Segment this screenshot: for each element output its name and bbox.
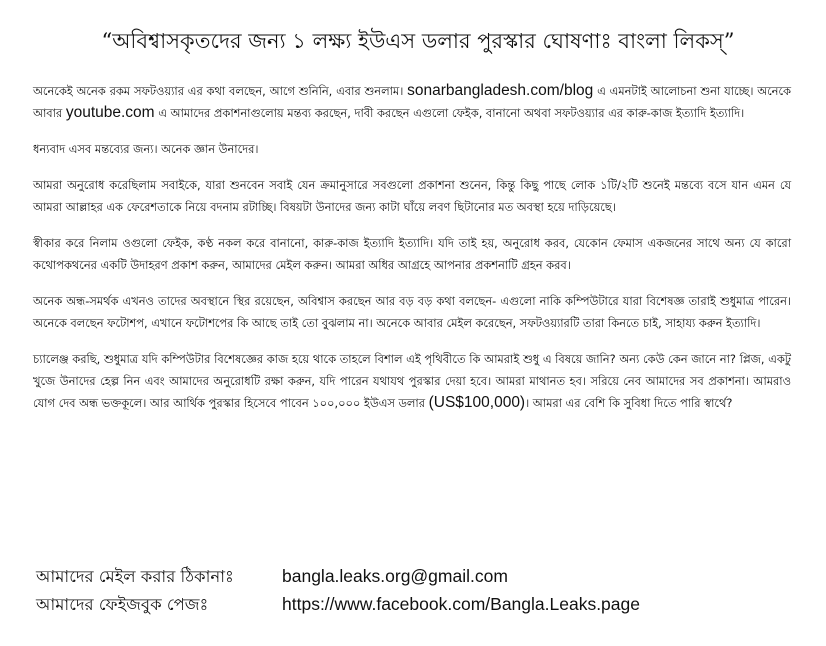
reward-amount: (US$100,000) xyxy=(428,394,526,411)
paragraph-challenge xyxy=(33,348,791,414)
youtube-link-text: youtube.com xyxy=(65,104,155,121)
contact-mail-row xyxy=(36,564,796,592)
paragraph-text: । আমরা এর বেশি কি সুবিধা দিতে পারি স্বার্থে? xyxy=(525,396,733,410)
paragraph-thanks: ধন্যবাদ এসব মন্তব্যের জন্য। অনেক জ্ঞান উনাদের। xyxy=(33,142,259,156)
paragraph-supporters: অনেক অন্ধ-সমর্থক এখনও তাদের অবস্থানে স্থির রয়েছেন, অবিশ্বাস করছেন আর বড় বড় কথা বলছেন- এগুলো নাকি কম্পিউটারে যারা বিশেষজ্ঞ তারাই শুধুমাত্র পারেন। অনেকে বলছেন ফটোশপ, এখানে ফটোশপের কি আছে তাই তো বুঝলাম না। অনেকে আবার মেইল করেছেন, সফটওয়্যারটি তারা কিনতে চাই, সাহায্য করুন ইত্যাদি। xyxy=(33,294,791,330)
contact-block xyxy=(36,564,796,620)
paragraph-request: আমরা অনুরোধ করেছিলাম সবাইকে, যারা শুনবেন সবাই যেন ক্রমানুসারে সবগুলো প্রকাশনা শুনেন, কিন্তু কিছু পাছে লোক ১টি/২টি শুনেই মন্তব্যে বসে যান এমন যে আমরা আল্লাহর এক ফেরেশতাকে নিয়ে বদনাম রটাচ্ছি। বিষয়টা উনাদের জন্য কাটা ঘাঁয়ে লবণ ছিটানোর মত অবস্থা হয়ে দাড়িয়েছে। xyxy=(33,178,791,214)
paragraph-text: এ এমনটাই আলোচনা শুনা যাচ্ছে। অনেকে আবার xyxy=(33,84,791,120)
paragraph-text: অনেকেই অনেক রকম সফটওয়্যার এর কথা বলছেন, আগে শুনিনি, এবার শুনলাম। xyxy=(33,84,408,98)
mail-label: আমাদের মেইল করার ঠিকানাঃ xyxy=(36,567,234,586)
paragraph-software-claims xyxy=(33,80,791,124)
facebook-label: আমাদের ফেইজবুক পেজঃ xyxy=(36,595,209,614)
contact-facebook-row xyxy=(36,592,796,620)
notice-body xyxy=(33,80,791,428)
paragraph-admission: স্বীকার করে নিলাম ওগুলো ফেইক, কণ্ঠ নকল করে বানানো, কারু-কাজ ইত্যাদি ইত্যাদি। যদি তাই হয়, অনুরোধ করব, যেকোন ফেমাস একজনের সাথে অন্য যে কারো কথোপকথনের একটি উদাহরণ প্রকাশ করুন, আমাদের মেইল করুন। আমরা অধির আগ্রহে আপনার প্রকশনাটি গ্রহন করব। xyxy=(33,236,791,272)
paragraph-text: এ আমাদের প্রকাশনাগুলোয় মন্তব্য করছেন, দাবী করছেন এগুলো ফেইক, বানানো অথবা সফটওয়্যার এর কারু-কাজ ইত্যাদি ইত্যাদি। xyxy=(154,106,745,120)
mail-address: bangla.leaks.org@gmail.com xyxy=(282,566,508,586)
paragraph-text: চ্যালেঞ্জ করছি, শুধুমাত্র যদি কম্পিউটার বিশেষজ্ঞের কাজ হয়ে থাকে তাহলে বিশাল এই পৃথিবীতে কি আমরাই শুধু এ বিষয়ে জানি? অন্য কেউ কেন জানে না? প্লিজ, একটু খুজে উনাদের হেল্প নিন এবং আমাদের অনুরোধটি রক্ষা করুন, যদি পারেন যথাযথ পুরস্কার দেয়া হবে। আমরা মাথানত হব। সরিয়ে নেব আমাদের সব প্রকাশনা। আমরাও যোগ দেব অন্ধ ভক্তকূলে। আর আর্থিক পুরস্কার হিসেবে পাবেন ১০০,০০০ ইউএস ডলার xyxy=(33,352,791,410)
sonarbangladesh-link-text: sonarbangladesh.com/blog xyxy=(407,82,594,99)
facebook-url: https://www.facebook.com/Bangla.Leaks.page xyxy=(282,594,640,614)
notice-title: “অবিশ্বাসকৃতদের জন্য ১ লক্ষ্য ইউএস ডলার পুরস্কার ঘোষণাঃ বাংলা লিকস্” xyxy=(101,29,735,53)
